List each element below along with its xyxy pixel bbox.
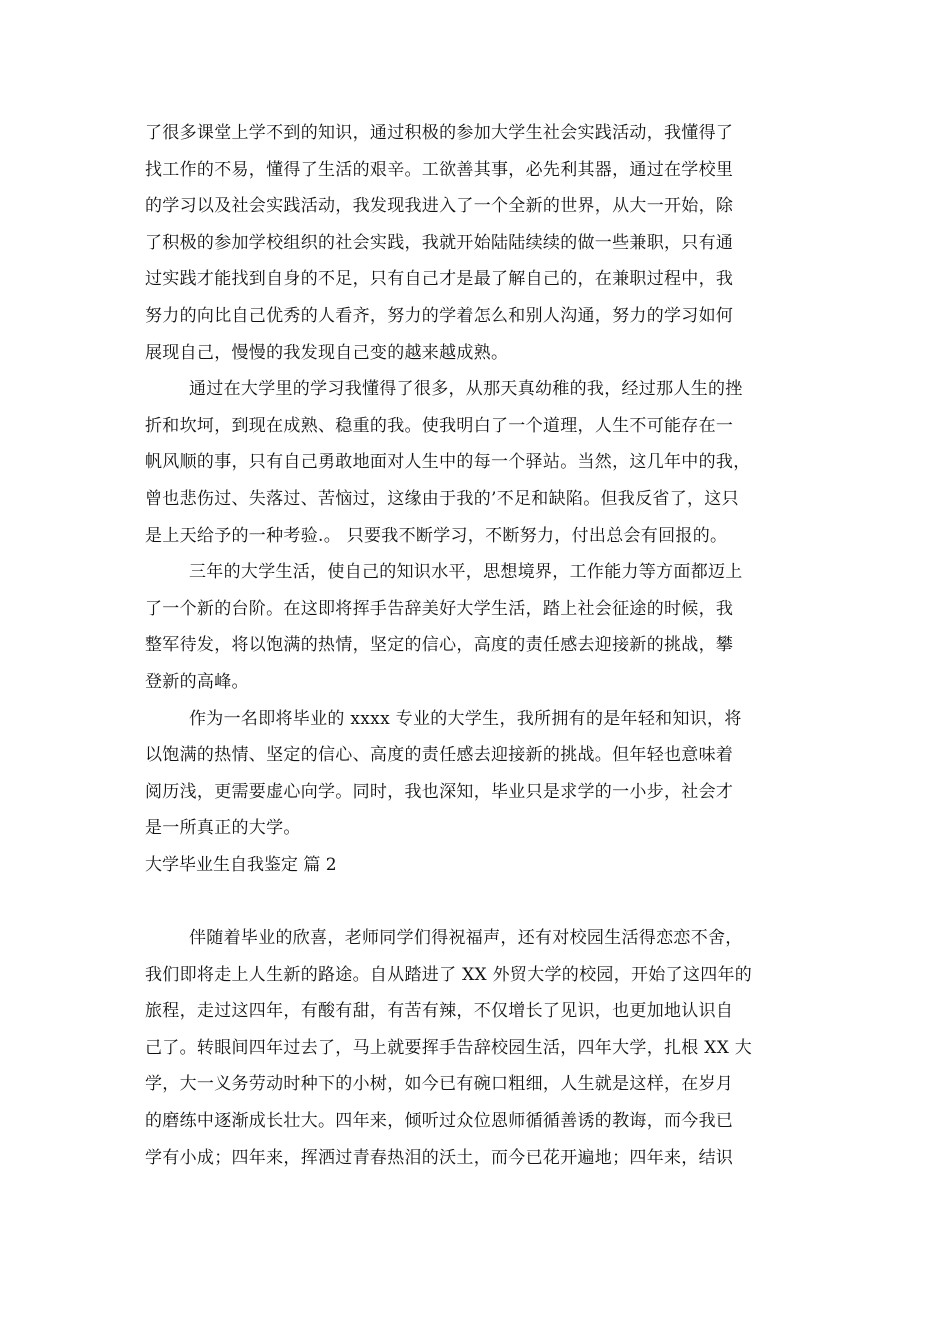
text-line: 的学习以及社会实践活动，我发现我进入了一个全新的世界，从大一开始，除 [145, 196, 734, 217]
text-line: 折和坎坷，到现在成熟、稳重的我。使我明白了一个道理，人生不可能存在一 [145, 415, 734, 436]
text-line: 过实践才能找到自身的不足，只有自己才是最了解自己的，在兼职过程中，我 [145, 269, 734, 290]
text-line: 学，大一义务劳动时种下的小树，如今已有碗口粗细，人生就是这样，在岁月 [145, 1074, 734, 1095]
text-line: 以饱满的热情、坚定的信心、高度的责任感去迎接新的挑战。但年轻也意味着 [145, 745, 734, 766]
text-line: 己了。转眼间四年过去了，马上就要挥手告辞校园生活，四年大学，扎根 XX 大 [145, 1037, 753, 1058]
text-line: 是上天给予的一种考验.。 只要我不断学习，不断努力，付出总会有回报的。 [145, 525, 728, 546]
text-line: 展现自己，慢慢的我发现自己变的越来越成熟。 [145, 342, 509, 363]
paragraph-4 [145, 701, 805, 847]
text-line: 努力的向比自己优秀的人看齐，努力的学着怎么和别人沟通，努力的学习如何 [145, 305, 734, 326]
text-line: 找工作的不易，懂得了生活的艰辛。工欲善其事，必先利其器，通过在学校里 [145, 159, 734, 180]
paragraph-3 [145, 554, 805, 700]
text-line: 了一个新的台阶。在这即将挥手告辞美好大学生活，踏上社会征途的时候，我 [145, 598, 734, 619]
text-line: 登新的高峰。 [145, 671, 249, 692]
text-line: 作为一名即将毕业的 xxxx 专业的大学生，我所拥有的是年轻和知识，将 [189, 708, 742, 729]
blank-line [145, 883, 805, 920]
text-line: 通过在大学里的学习我懂得了很多，从那天真幼稚的我，经过那人生的挫 [189, 379, 743, 400]
paragraph-5 [145, 920, 805, 1176]
text-line: 了很多课堂上学不到的知识，通过积极的参加大学生社会实践活动，我懂得了 [145, 123, 734, 143]
document-body [145, 115, 805, 1176]
section-heading: 大学毕业生自我鉴定 篇 2 [145, 854, 337, 875]
paragraph-2 [145, 371, 805, 554]
paragraph-1 [145, 115, 805, 371]
text-line: 阅历浅，更需要虚心向学。同时，我也深知，毕业只是求学的一小步，社会才 [145, 781, 734, 802]
text-line: 了积极的参加学校组织的社会实践，我就开始陆陆续续的做一些兼职，只有通 [145, 232, 734, 253]
text-line: 伴随着毕业的欣喜，老师同学们得祝福声，还有对校园生活得恋恋不舍， [189, 928, 743, 949]
text-line: 整军待发，将以饱满的热情，坚定的信心，高度的责任感去迎接新的挑战，攀 [145, 635, 734, 656]
text-line: 学有小成；四年来，挥洒过青春热泪的沃土，而今已花开遍地；四年来，结识 [145, 1147, 734, 1168]
text-line: 的磨练中逐渐成长壮大。四年来，倾听过众位恩师循循善诱的教诲，而今我已 [145, 1111, 734, 1132]
text-line: 帆风顺的事，只有自己勇敢地面对人生中的每一个驿站。当然，这几年中的我， [145, 452, 751, 473]
text-line: 是一所真正的大学。 [145, 818, 301, 839]
text-line: 曾也悲伤过、失落过、苦恼过，这缘由于我的’不足和缺陷。但我反省了，这只 [145, 488, 739, 509]
text-line: 三年的大学生活，使自己的知识水平，思想境界，工作能力等方面都迈上 [189, 562, 743, 583]
text-line: 我们即将走上人生新的路途。自从踏进了 XX 外贸大学的校园，开始了这四年的 [145, 964, 753, 985]
text-line: 旅程，走过这四年，有酸有甜，有苦有辣，不仅增长了见识，也更加地认识自 [145, 1001, 734, 1022]
